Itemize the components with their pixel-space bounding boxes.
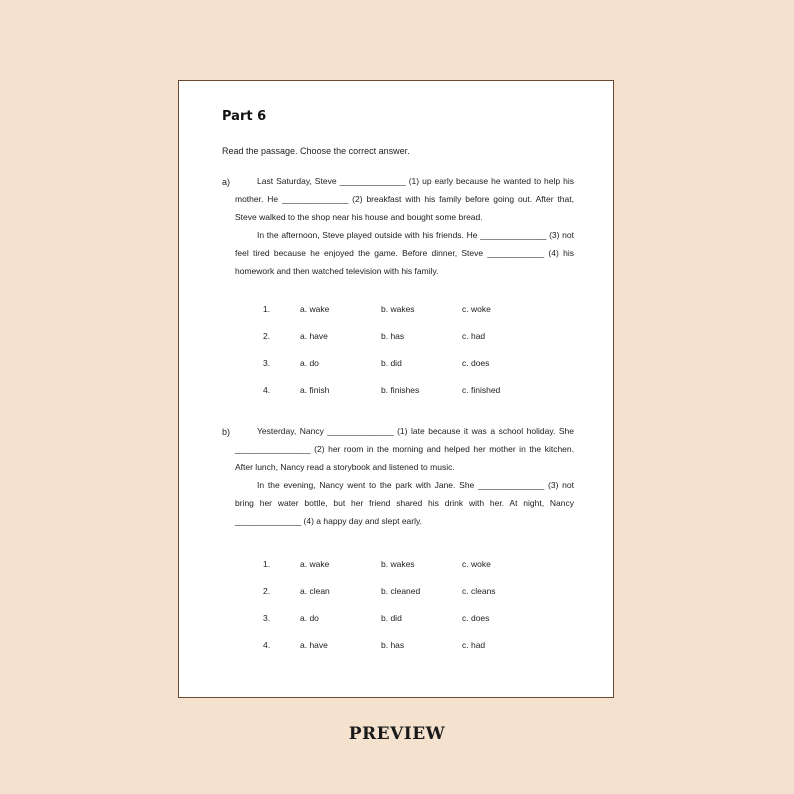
option-b: b. did bbox=[381, 358, 402, 368]
section-a-passage bbox=[235, 172, 574, 280]
page-title: Part 6 bbox=[222, 109, 267, 124]
section-a-paragraph-1: Last Saturday, Steve ______________ (1) up early because he wanted to help his mother. He ______________ (2) breakfast with his family before going out. After that, Steve walked to the shop near his house and bought some bread. bbox=[235, 176, 574, 222]
option-c: c. does bbox=[462, 358, 490, 368]
section-b-paragraph-1: Yesterday, Nancy ______________ (1) late because it was a school holiday. She ________________ (2) her room in the morning and helped her mother in the kitchen. After lunch, Nancy read a storybook and listened to music. bbox=[235, 426, 574, 472]
option-a: a. do bbox=[300, 613, 319, 623]
option-b: b. has bbox=[381, 640, 405, 650]
option-c: c. had bbox=[462, 640, 486, 650]
option-number: 1. bbox=[263, 559, 271, 569]
option-b: b. did bbox=[381, 613, 402, 623]
option-a: a. wake bbox=[300, 304, 330, 314]
option-a: a. wake bbox=[300, 559, 330, 569]
section-a-paragraph-2: In the afternoon, Steve played outside with his friends. He ______________ (3) not feel tired because he enjoyed the game. Before dinner, Steve ____________ (4) his homework and then watched television with his family. bbox=[235, 230, 574, 276]
option-a: a. have bbox=[300, 640, 328, 650]
option-number: 4. bbox=[263, 385, 271, 395]
section-b-letter: b) bbox=[222, 427, 231, 437]
option-number: 1. bbox=[263, 304, 271, 314]
option-c: c. woke bbox=[462, 304, 491, 314]
instruction-text: Read the passage. Choose the correct answer. bbox=[222, 146, 410, 156]
option-c: c. finished bbox=[462, 385, 501, 395]
option-a: a. clean bbox=[300, 586, 330, 596]
worksheet-page bbox=[178, 80, 614, 698]
option-number: 3. bbox=[263, 613, 271, 623]
option-c: c. woke bbox=[462, 559, 491, 569]
section-b-passage bbox=[235, 422, 574, 530]
option-a: a. do bbox=[300, 358, 319, 368]
option-number: 2. bbox=[263, 586, 271, 596]
option-c: c. cleans bbox=[462, 586, 496, 596]
preview-label: PREVIEW bbox=[348, 724, 446, 744]
section-b-paragraph-2: In the evening, Nancy went to the park with Jane. She ______________ (3) not bring her water bottle, but her friend shared his drink with her. At night, Nancy ______________ (4) a happy day and slept early. bbox=[235, 480, 574, 526]
section-a-letter: a) bbox=[222, 177, 231, 187]
option-b: b. cleaned bbox=[381, 586, 421, 596]
option-c: c. had bbox=[462, 331, 486, 341]
option-number: 4. bbox=[263, 640, 271, 650]
option-a: a. have bbox=[300, 331, 328, 341]
option-a: a. finish bbox=[300, 385, 330, 395]
option-b: b. has bbox=[381, 331, 405, 341]
option-b: b. wakes bbox=[381, 559, 415, 569]
option-number: 2. bbox=[263, 331, 271, 341]
option-number: 3. bbox=[263, 358, 271, 368]
option-b: b. finishes bbox=[381, 385, 420, 395]
option-b: b. wakes bbox=[381, 304, 415, 314]
option-c: c. does bbox=[462, 613, 490, 623]
